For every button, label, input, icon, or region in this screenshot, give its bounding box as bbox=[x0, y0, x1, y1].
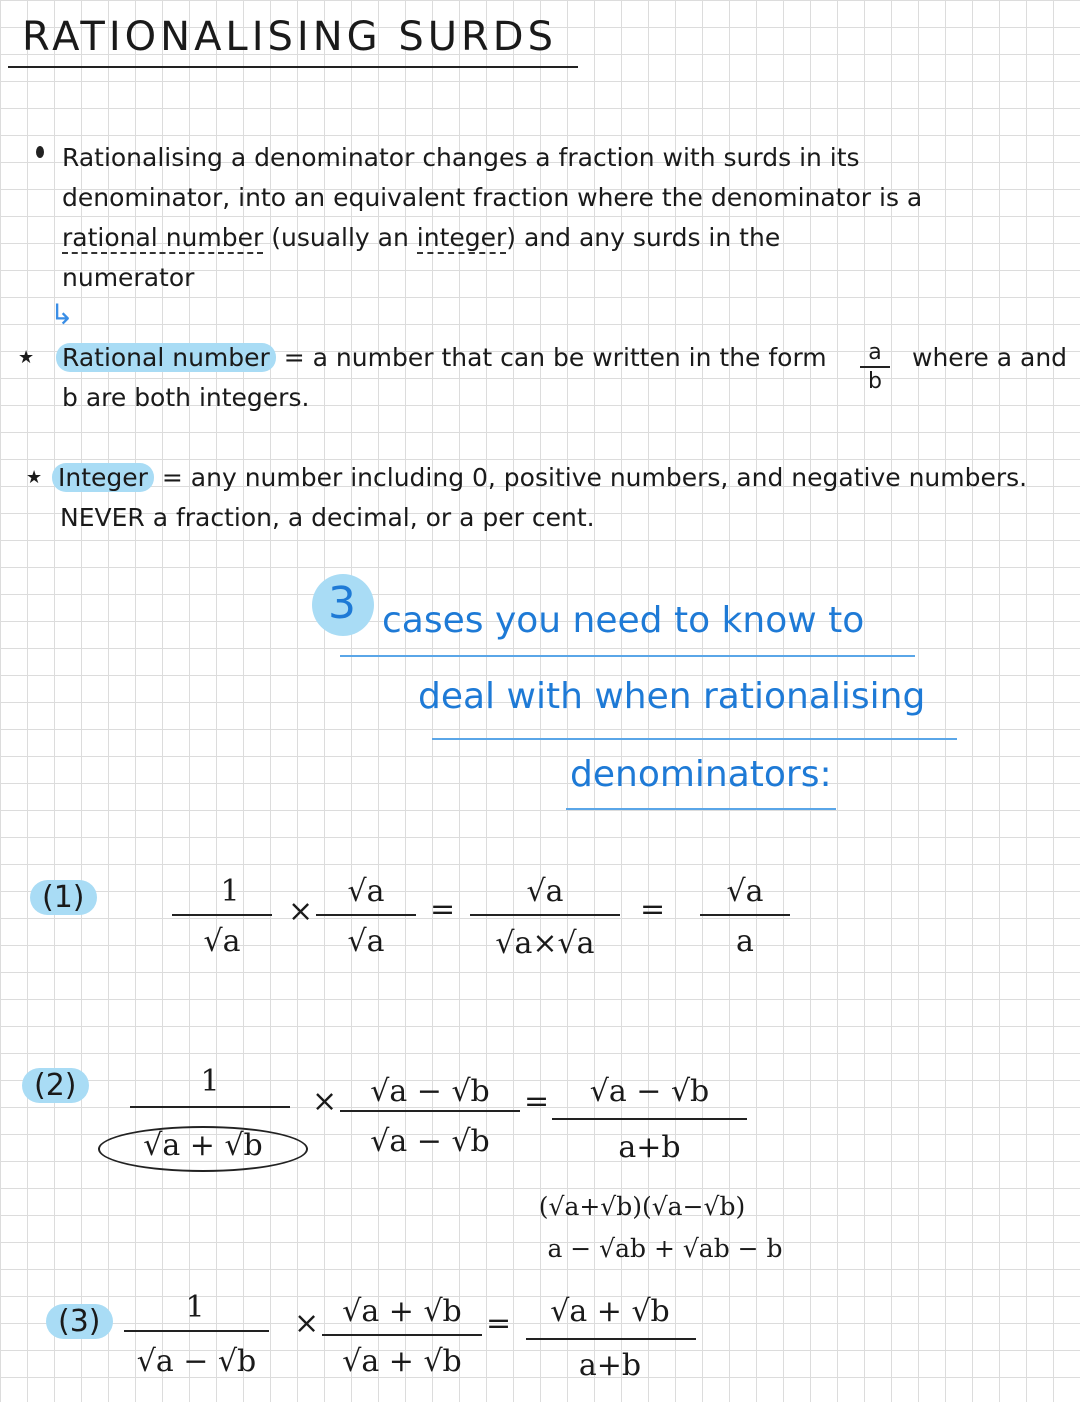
case-2-frac2-den: √a − √b bbox=[370, 1124, 490, 1159]
star-icon: ★ bbox=[26, 467, 43, 488]
rational-definition: Rational number = a number that can be written in the form bbox=[56, 338, 827, 378]
case-1-frac4-den: a bbox=[736, 924, 754, 959]
case-1-frac4-num: √a bbox=[726, 874, 764, 909]
star-icon: ★ bbox=[18, 347, 35, 368]
bullet-icon bbox=[36, 146, 44, 158]
case-3-label: (3) bbox=[46, 1304, 113, 1339]
fraction-bar bbox=[700, 914, 790, 916]
integer-definition: Integer = any number including 0, positive numbers, and negative numbers. bbox=[52, 458, 1027, 498]
heading-line-1: cases you need to know to bbox=[382, 600, 865, 641]
case-1-frac3-num: √a bbox=[526, 874, 564, 909]
fraction-bar bbox=[316, 914, 416, 916]
fraction-bar bbox=[124, 1330, 269, 1332]
case-2-frac3-num: √a − √b bbox=[589, 1074, 710, 1109]
case-3-frac3-den: a+b bbox=[578, 1348, 642, 1383]
case-2-expansion: (√a+√b)(√a−√b) bbox=[538, 1192, 746, 1221]
case-2-frac3-den: a+b bbox=[618, 1130, 681, 1165]
heading-underline-2 bbox=[432, 738, 957, 740]
heading-line-3: denominators: bbox=[570, 754, 832, 795]
case-1-frac2-den: √a bbox=[347, 924, 385, 959]
case-1-frac1-num: 1 bbox=[220, 874, 240, 909]
equals-sign: = bbox=[486, 1306, 512, 1341]
heading-line-2: deal with when rationalising bbox=[418, 676, 926, 717]
fraction-bar bbox=[470, 914, 620, 916]
case-1-frac3-den: √a×√a bbox=[495, 926, 595, 961]
fraction-bar bbox=[340, 1110, 520, 1112]
heading-number: 3 bbox=[328, 578, 356, 629]
fraction-bar bbox=[322, 1334, 482, 1336]
definition-line-2: denominator, into an equivalent fraction where the denominator is a bbox=[62, 183, 923, 212]
definition-line-1: Rationalising a denominator changes a fraction with surds in its bbox=[62, 143, 860, 172]
case-2-frac1-den: √a + √b bbox=[143, 1128, 263, 1163]
case-3-frac3-num: √a + √b bbox=[550, 1294, 670, 1329]
fraction-bar bbox=[172, 914, 272, 916]
definition-line-3: rational number (usually an integer) and any surds in the bbox=[62, 223, 781, 252]
case-3-frac1-num: 1 bbox=[185, 1290, 205, 1325]
case-3-frac2-num: √a + √b bbox=[342, 1294, 462, 1329]
equals-sign: = bbox=[430, 892, 456, 927]
heading-underline-3 bbox=[566, 808, 836, 810]
arrow-icon: ↳ bbox=[50, 298, 74, 331]
fraction-bar bbox=[526, 1338, 696, 1340]
fraction-bar bbox=[130, 1106, 290, 1108]
rational-definition-line-2: b are both integers. bbox=[62, 383, 310, 412]
integer-term: integer bbox=[416, 223, 507, 252]
case-2-frac1-num: 1 bbox=[200, 1064, 220, 1099]
title-underline bbox=[8, 66, 578, 68]
case-1-label: (1) bbox=[30, 880, 97, 915]
page-title: RATIONALISING SURDS bbox=[22, 14, 557, 60]
rational-number-term: rational number bbox=[62, 223, 264, 252]
case-2-label: (2) bbox=[22, 1068, 89, 1103]
case-3-frac1-den: √a − √b bbox=[136, 1344, 257, 1379]
fraction-bar bbox=[552, 1118, 747, 1120]
equals-sign: = bbox=[640, 892, 666, 927]
case-1-frac1-den: √a bbox=[203, 924, 241, 959]
times-sign: × bbox=[288, 894, 314, 929]
rational-number-highlight: Rational number bbox=[56, 343, 276, 372]
fraction-a-over-b: a b bbox=[860, 340, 890, 396]
definition-line-4: numerator bbox=[62, 263, 195, 292]
integer-highlight: Integer bbox=[52, 463, 154, 492]
times-sign: × bbox=[294, 1306, 320, 1341]
times-sign: × bbox=[312, 1084, 338, 1119]
rational-definition-cont: where a and bbox=[912, 343, 1068, 372]
case-2-frac2-num: √a − √b bbox=[370, 1074, 490, 1109]
case-2-expansion-result: a − √ab + √ab − b bbox=[547, 1234, 783, 1263]
case-1-frac2-num: √a bbox=[347, 874, 385, 909]
case-3-frac2-den: √a + √b bbox=[342, 1344, 462, 1379]
equals-sign: = bbox=[524, 1084, 550, 1119]
heading-underline-1 bbox=[340, 655, 915, 657]
integer-definition-line-2: NEVER a fraction, a decimal, or a per cent. bbox=[60, 503, 595, 532]
